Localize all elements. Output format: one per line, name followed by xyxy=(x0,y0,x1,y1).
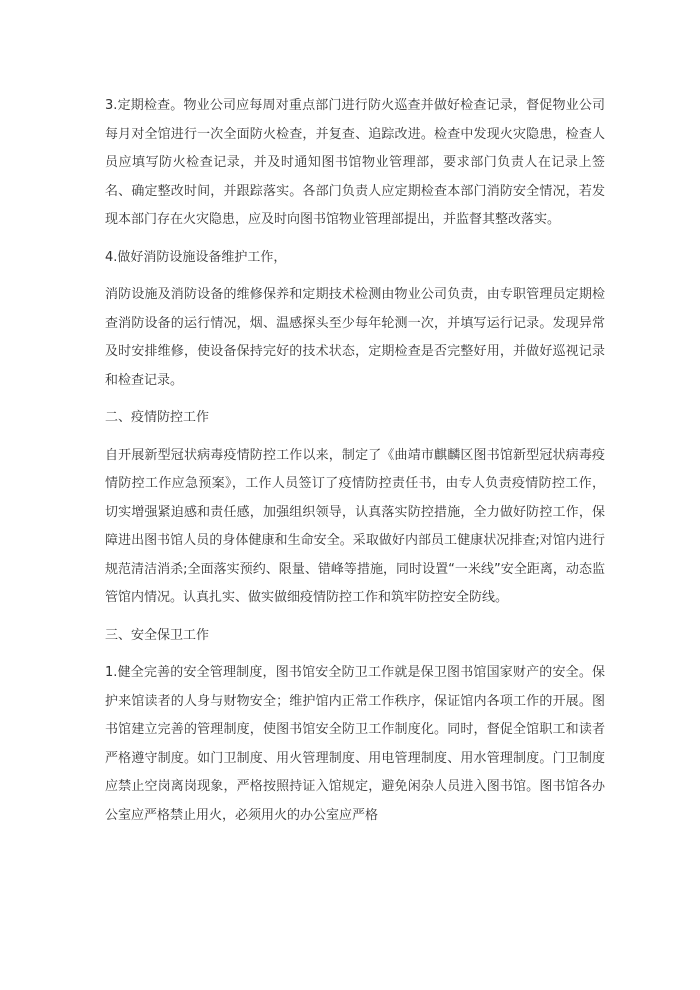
section-heading-epidemic-prevention: 二、疫情防控工作 xyxy=(105,410,210,425)
paragraph-fire-facility-maintenance: 消防设施及消防设备的维修保养和定期技术检测由物业公司负责，由专职管理员定期检查消防设备的运行情况，烟、温感探头至少每年轮测一次，并填写运行记录。发现异常及时安排维修，使设备保持完好的技术状态，定期检查是否完整好用，并做好巡视记录和检查记录。 xyxy=(105,287,605,388)
paragraph-epidemic-prevention: 自开展新型冠状病毒疫情防控工作以来，制定了《曲靖市麒麟区图书馆新型冠状病毒疫情防控工作应急预案》，工作人员签订了疫情防控责任书，由专人负责疫情防控工作，切实增强紧迫感和责任感，加强组织领导，认真落实防控措施，全力做好防控工作，保障进出图书馆人员的身体健康和生命安全。采取做好内部员工健康状况排查;对馆内进行规范清洁消杀;全面落实预约、限量、错峰等措施，同时设置“一米线”安全距离，动态监管馆内情况。认真扎实、做实做细疫情防控工作和筑牢防控安全防线。 xyxy=(105,447,605,605)
paragraph-security-management: 1.健全完善的安全管理制度，图书馆安全防卫工作就是保卫图书馆国家财产的安全。保护来馆读者的人身与财物安全；维护馆内正常工作秩序，保证馆内各项工作的开展。图书馆建立完善的管理制度，使图书馆安全防卫工作制度化。同时，督促全馆职工和读者严格遵守制度。如门卫制度、用火管理制度、用电管理制度、用水管理制度。门卫制度应禁止空岗离岗现象，严格按照持证入馆规定，避免闲杂人员进入图书馆。图书馆各办公室应严格禁止用火，必须用火的办公室应严格 xyxy=(105,665,605,823)
document-body xyxy=(105,92,605,830)
section-heading-security-work: 三、安全保卫工作 xyxy=(105,627,210,643)
heading-fire-facility-maintenance: 4.做好消防设施设备维护工作， xyxy=(105,249,287,265)
paragraph-regular-inspection: 3.定期检查。物业公司应每周对重点部门进行防火巡查并做好检查记录，督促物业公司每月对全馆进行一次全面防火检查，并复查、追踪改进。检查中发现火灾隐患，检查人员应填写防火检查记录，并及时通知图书馆物业管理部，要求部门负责人在记录上签名、确定整改时间，并跟踪落实。各部门负责人应定期检查本部门消防安全情况，若发现本部门存在火灾隐患，应及时向图书馆物业管理部提出，并监督其整改落实。 xyxy=(105,98,605,227)
